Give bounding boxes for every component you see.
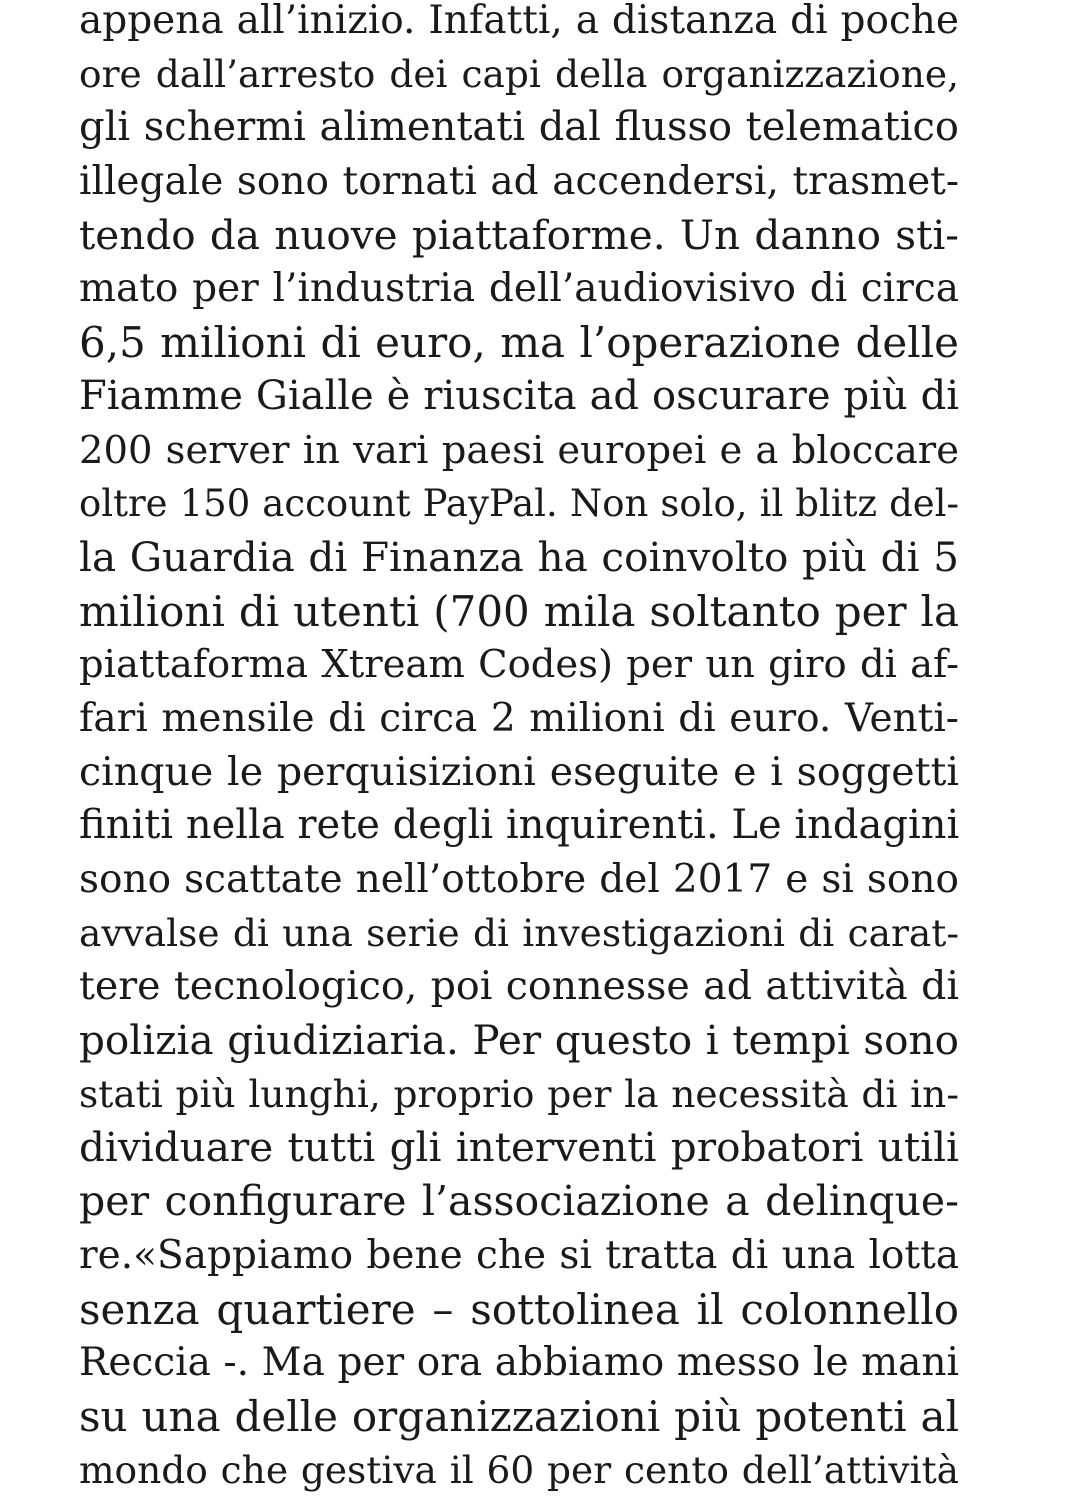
text-line: polizia giudiziaria. Per questo i tempi sono xyxy=(79,1016,959,1065)
text-line: mondo che gestiva il 60 per cento dell’attività xyxy=(79,1447,959,1492)
text-line: ore dall’arresto dei capi della organizzazione, xyxy=(79,51,959,96)
text-line: tendo da nuove piattaforme. Un danno sti- xyxy=(79,210,959,259)
text-line: cinque le perquisizioni eseguite e i soggetti xyxy=(79,748,959,795)
text-line: sono scattate nell’ottobre del 2017 e si sono xyxy=(79,857,959,902)
text-line: mato per l’industria dell’audiovisivo di circa xyxy=(79,266,959,312)
text-line: la Guardia di Finanza ha coinvolto più di 5 xyxy=(79,532,959,581)
text-line: finiti nella rete degli inquirenti. Le indagini xyxy=(79,802,959,849)
text-line: 6,5 milioni di euro, ma l’operazione delle xyxy=(79,318,959,368)
text-line: appena all’inizio. Infatti, a distanza di poche xyxy=(79,0,959,43)
text-line: Fiamme Gialle è riuscita ad oscurare più di xyxy=(79,372,959,419)
text-line: per configurare l’associazione a delinque- xyxy=(79,1177,959,1226)
text-line: avvalse di una serie di investigazioni di carat- xyxy=(79,910,959,955)
text-line: stati più lunghi, proprio per la necessità di in- xyxy=(79,1071,959,1116)
text-line: fari mensile di circa 2 milioni di euro. Venti- xyxy=(79,695,959,741)
text-line: illegale sono tornati ad accendersi, trasmet- xyxy=(79,159,959,205)
text-line: Reccia -. Ma per ora abbiamo messo le mani xyxy=(79,1340,959,1386)
text-line: dividuare tutti gli interventi probatori utili xyxy=(79,1123,959,1172)
text-line: su una delle organizzazioni più potenti al xyxy=(79,1391,959,1441)
text-line: re.«Sappiamo bene che si tratta di una lotta xyxy=(79,1232,959,1278)
text-line: oltre 150 account PayPal. Non solo, il blitz del- xyxy=(79,482,959,526)
text-line: tere tecnologico, poi connesse ad attività di xyxy=(79,963,959,1010)
text-line: piattaforma Xtream Codes) per un giro di af- xyxy=(79,642,959,688)
text-line: 200 server in vari paesi europei e a bloccare xyxy=(79,427,959,473)
text-line: gli schermi alimentati dal flusso telematico xyxy=(79,104,959,151)
article-body xyxy=(79,0,959,1497)
text-line: senza quartiere – sottolinea il colonnello xyxy=(79,1284,959,1334)
text-line: milioni di utenti (700 mila soltanto per la xyxy=(79,586,959,636)
